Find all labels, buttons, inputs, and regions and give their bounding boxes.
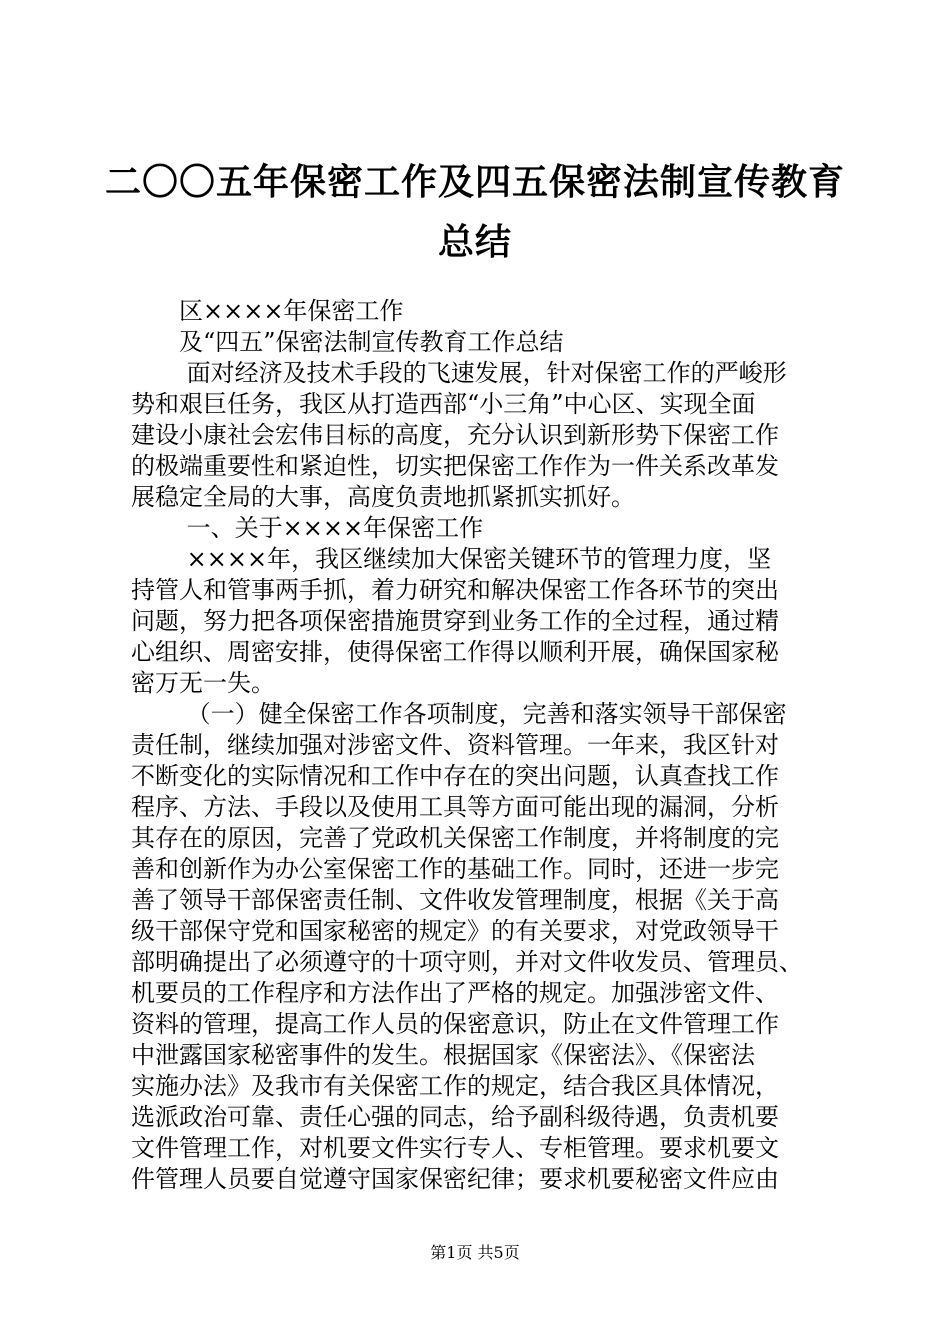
- text-line: 文件管理工作，对机要文件实行专人、专柜管理。要求机要文: [131, 1134, 779, 1162]
- text-line: ××××年，我区继续加大保密关键环节的管理力度，坚: [131, 545, 772, 573]
- text-line: 建设小康社会宏伟目标的高度，充分认识到新形势下保密工作: [131, 421, 779, 449]
- document-title-line-1: 二〇〇五年保密工作及四五保密法制宣传教育: [104, 161, 845, 203]
- text-line: 部明确提出了必须遵守的十项守则，并对文件收发员、管理员、: [131, 948, 803, 976]
- text-line: 级干部保守党和国家秘密的规定》的有关要求，对党政领导干: [131, 917, 779, 945]
- text-line: 责任制，继续加强对涉密文件、资料管理。一年来，我区针对: [131, 731, 779, 759]
- text-line: 不断变化的实际情况和工作中存在的突出问题，认真查找工作: [131, 762, 779, 790]
- text-line: 区××××年保密工作: [131, 297, 404, 325]
- text-line: 其存在的原因，完善了党政机关保密工作制度，并将制度的完: [131, 824, 779, 852]
- text-line: 资料的管理，提高工作人员的保密意识，防止在文件管理工作: [131, 1010, 779, 1038]
- text-line: 善和创新作为办公室保密工作的基础工作。同时，还进一步完: [131, 855, 779, 883]
- text-line: 及“四五”保密法制宣传教育工作总结: [131, 328, 564, 356]
- text-line: 选派政治可靠、责任心强的同志，给予副科级待遇，负责机要: [131, 1103, 779, 1131]
- document-body: [131, 296, 831, 1195]
- text-line: 件管理人员要自觉遵守国家保密纪律；要求机要秘密文件应由: [131, 1165, 779, 1193]
- page-footer: 第1页 共5页: [430, 1243, 520, 1262]
- text-line: 心组织、周密安排，使得保密工作得以顺利开展，确保国家秘: [131, 638, 779, 666]
- text-line: 势和艰巨任务，我区从打造西部“小三角”中心区、实现全面: [131, 390, 756, 418]
- text-line: 持管人和管事两手抓，着力研究和解决保密工作各环节的突出: [131, 576, 779, 604]
- text-line: 中泄露国家秘密事件的发生。根据国家《保密法》、《保密法: [131, 1041, 755, 1069]
- text-line: 善了领导干部保密责任制、文件收发管理制度，根据《关于高: [131, 886, 779, 914]
- text-line: 实施办法》及我市有关保密工作的规定，结合我区具体情况，: [131, 1072, 779, 1100]
- text-line: 密万无一失。: [131, 669, 275, 697]
- text-line: 问题，努力把各项保密措施贯穿到业务工作的全过程，通过精: [131, 607, 779, 635]
- text-line: 程序、方法、手段以及使用工具等方面可能出现的漏洞，分析: [131, 793, 779, 821]
- text-line: 机要员的工作程序和方法作出了严格的规定。加强涉密文件、: [131, 979, 779, 1007]
- text-line: 面对经济及技术手段的飞速发展，针对保密工作的严峻形: [131, 359, 787, 387]
- document-title-line-2: 总结: [437, 221, 512, 263]
- text-line: （一）健全保密工作各项制度，完善和落实领导干部保密: [131, 700, 787, 728]
- text-line: 展稳定全局的大事，高度负责地抓紧抓实抓好。: [131, 483, 635, 511]
- text-line: 一、关于××××年保密工作: [131, 514, 484, 542]
- text-line: 的极端重要性和紧迫性，切实把保密工作作为一件关系改革发: [131, 452, 779, 480]
